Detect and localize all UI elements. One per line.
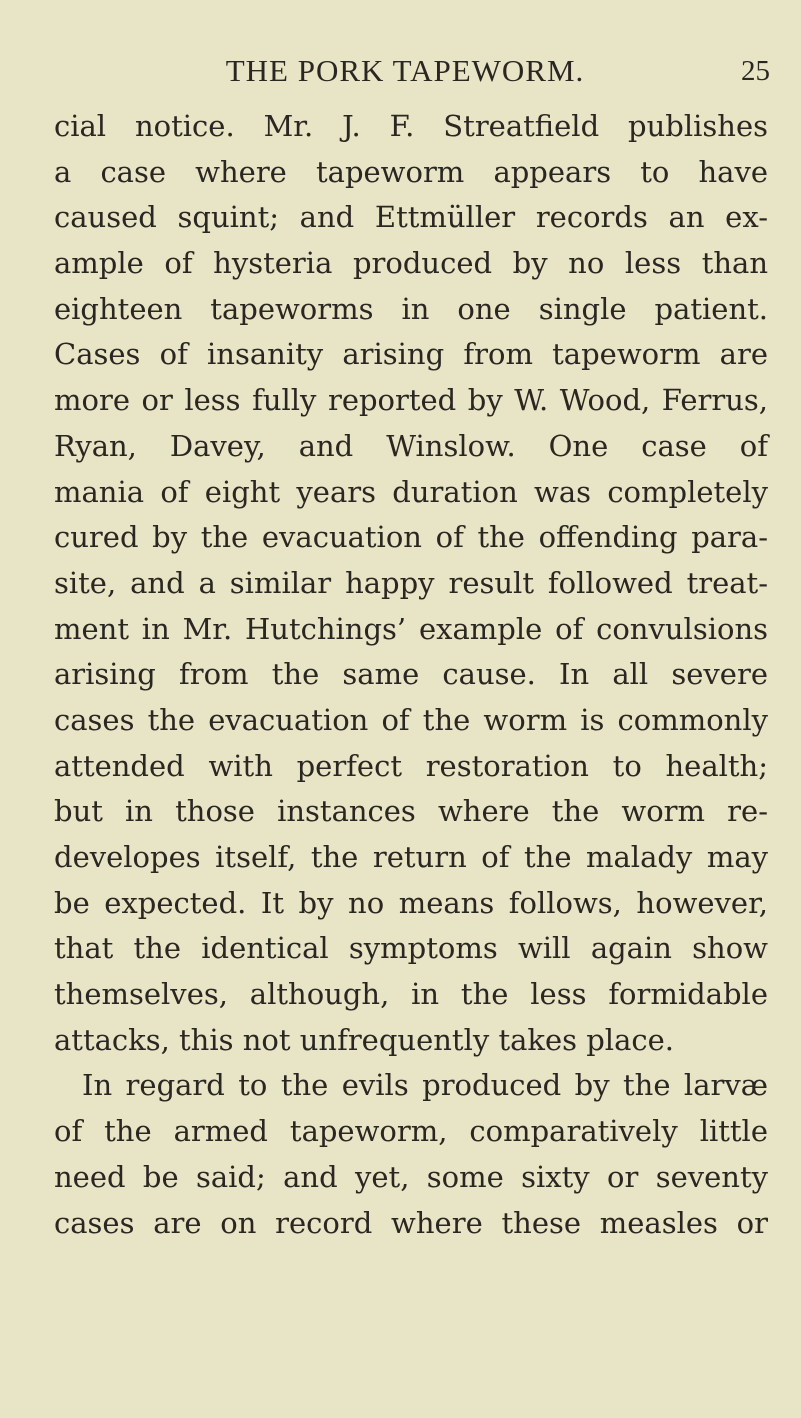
text-line: a case where tapeworm appears to have	[54, 154, 768, 189]
text-line: themselves, although, in the less formidable	[54, 977, 768, 1012]
text-line: attended with perfect restoration to health;	[54, 748, 768, 783]
text-line: arising from the same cause. In all severe	[54, 657, 768, 692]
text-line: cial notice. Mr. J. F. Streatfield publishes	[54, 109, 768, 143]
text-line: ment in Mr. Hutchings’ example of convulsions	[54, 611, 768, 646]
text-line: cured by the evacuation of the offending para-	[54, 520, 768, 555]
body-text	[54, 104, 768, 1246]
text-line: cases the evacuation of the worm is commonly	[54, 702, 768, 737]
text-line: eighteen tapeworms in one single patient.	[54, 291, 768, 326]
text-line: mania of eight years duration was completely	[54, 474, 768, 509]
text-line: caused squint; and Ettmüller records an ex-	[54, 200, 768, 235]
text-line: that the identical symptoms will again show	[54, 931, 768, 966]
page-number: 25	[741, 55, 770, 87]
text-line: need be said; and yet, some sixty or seventy	[54, 1159, 768, 1194]
text-line: more or less fully reported by W. Wood, Ferrus,	[54, 383, 768, 418]
text-line: site, and a similar happy result followed treat-	[54, 565, 768, 600]
text-line: be expected. It by no means follows, however,	[54, 885, 768, 920]
text-line: Ryan, Davey, and Winslow. One case of	[54, 428, 768, 463]
text-line: cases are on record where these measles or	[54, 1205, 768, 1240]
running-title: THE PORK TAPEWORM.	[225, 53, 585, 88]
text-line: developes itself, the return of the malady may	[54, 840, 768, 874]
text-line: of the armed tapeworm, comparatively little	[54, 1114, 768, 1149]
text-line: ample of hysteria produced by no less than	[54, 246, 768, 281]
text-line: attacks, this not unfrequently takes place.	[54, 1022, 674, 1057]
paragraph-start-line: In regard to the evils produced by the larvæ	[82, 1068, 768, 1103]
running-head	[40, 50, 770, 92]
text-line: but in those instances where the worm re-	[54, 794, 768, 829]
text-line: Cases of insanity arising from tapeworm are	[54, 337, 768, 372]
